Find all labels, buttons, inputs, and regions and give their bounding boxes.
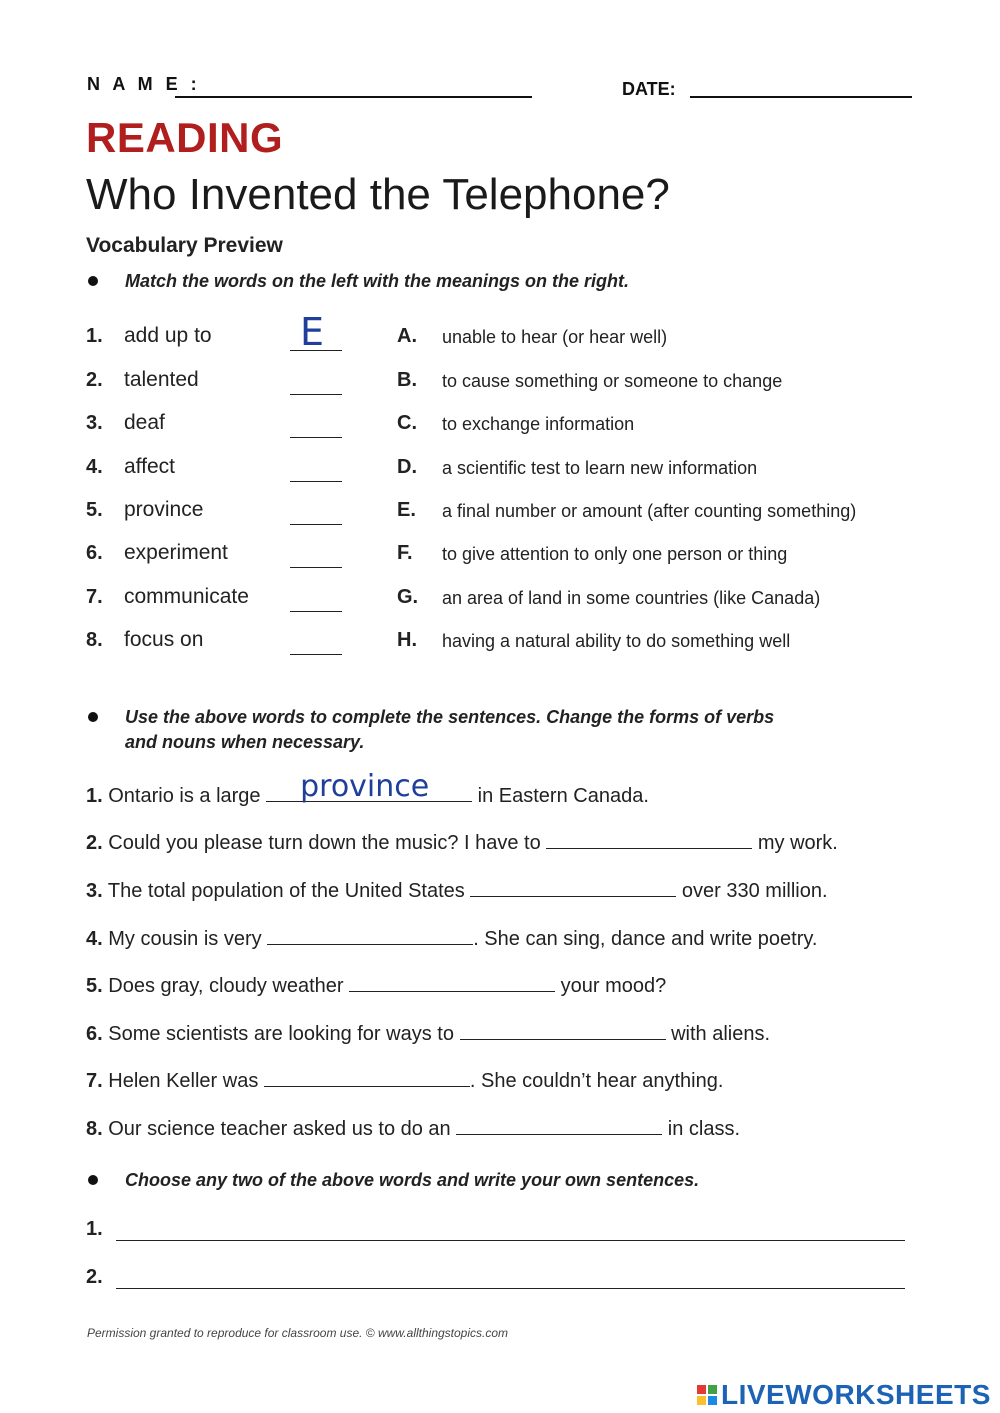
logo-square [708, 1396, 717, 1405]
match-answer-field[interactable] [290, 567, 342, 568]
sentence-after: in Eastern Canada. [472, 785, 649, 807]
sentence-after: in class. [662, 1118, 741, 1140]
sentence-number: 6. [86, 1023, 103, 1045]
own-sentence-number: 1. [86, 1218, 103, 1240]
match-number: 4. [86, 456, 103, 478]
instruction-own: Choose any two of the above words and write your own sentences. [125, 1170, 700, 1190]
logo-text: LIVEWORKSHEETS [721, 1379, 991, 1410]
meaning-letter: A. [397, 325, 417, 347]
sentence-row [86, 769, 649, 808]
match-word: talented [124, 368, 199, 391]
match-number: 7. [86, 586, 103, 608]
match-word: affect [124, 455, 175, 478]
sentence-row [86, 830, 838, 855]
instruction-complete-line2: and nouns when necessary. [125, 732, 365, 752]
date-field[interactable] [690, 96, 912, 98]
meaning-letter: G. [397, 586, 419, 608]
meaning-text: unable to hear (or hear well) [442, 327, 668, 347]
sentence-blank-field[interactable] [264, 1068, 470, 1087]
date-label: DATE: [622, 79, 676, 99]
logo-square [697, 1385, 706, 1394]
name-field[interactable] [175, 96, 532, 98]
logo-square [697, 1396, 706, 1405]
meaning-letter: H. [397, 629, 417, 651]
match-number: 6. [86, 542, 103, 564]
sentence-blank-field[interactable] [266, 769, 472, 804]
match-word: deaf [124, 411, 165, 434]
match-word: focus on [124, 628, 204, 651]
meaning-text: an area of land in some countries (like Canada) [442, 588, 821, 608]
bullet-icon [88, 276, 98, 286]
match-answer-field[interactable] [290, 524, 342, 525]
sentence-answer-handwritten: province [300, 769, 430, 804]
meaning-letter: B. [397, 369, 417, 391]
match-word: communicate [124, 585, 249, 608]
logo-squares-icon [697, 1385, 717, 1405]
meaning-text: having a natural ability to do something well [442, 631, 791, 651]
sentence-row [86, 926, 817, 951]
meaning-letter: C. [397, 412, 417, 434]
instruction-complete-line1: Use the above words to complete the sentences. Change the forms of verbs [125, 707, 775, 727]
sentence-row [86, 1068, 723, 1093]
match-number: 3. [86, 412, 103, 434]
meaning-letter: E. [397, 499, 416, 521]
sentence-blank-field[interactable] [546, 830, 752, 849]
meaning-text: to exchange information [442, 414, 635, 434]
bullet-icon [88, 712, 98, 722]
sentence-before: The total population of the United States [107, 880, 471, 902]
sentence-before: My cousin is very [108, 928, 268, 950]
sentence-before: Helen Keller was [108, 1070, 264, 1092]
sentence-blank-field[interactable] [456, 1116, 662, 1135]
instruction-complete [125, 705, 774, 755]
bullet-icon [88, 1175, 98, 1185]
meaning-letter: D. [397, 456, 417, 478]
sentence-after: your mood? [555, 975, 667, 997]
meaning-letter: F. [397, 542, 413, 564]
sentence-number: 3. [86, 880, 103, 902]
sentence-number: 8. [86, 1118, 103, 1140]
vocab-title: Vocabulary Preview [86, 234, 283, 257]
sentence-before: Ontario is a large [108, 785, 267, 807]
sentence-blank-field[interactable] [470, 878, 676, 897]
sentence-blank-field[interactable] [267, 926, 473, 945]
sentence-row [86, 973, 666, 998]
section-title: READING [86, 114, 284, 161]
sentence-after: my work. [752, 832, 838, 854]
sentence-number: 5. [86, 975, 103, 997]
liveworksheets-logo[interactable] [697, 1378, 991, 1412]
sentence-row [86, 1021, 770, 1046]
sentence-number: 4. [86, 928, 103, 950]
match-answer-field[interactable] [290, 611, 342, 612]
sentence-number: 7. [86, 1070, 103, 1092]
match-word: add up to [124, 324, 212, 347]
sentence-before: Some scientists are looking for ways to [108, 1023, 460, 1045]
sentence-before: Our science teacher asked us to do an [108, 1118, 457, 1140]
own-sentence-field[interactable] [116, 1240, 905, 1241]
meaning-text: a final number or amount (after counting something) [442, 501, 857, 521]
meaning-text: to cause something or someone to change [442, 371, 783, 391]
instruction-match: Match the words on the left with the meanings on the right. [125, 271, 630, 291]
match-word: experiment [124, 541, 228, 564]
sentence-blank-field[interactable] [460, 1021, 666, 1040]
match-answer-field[interactable] [290, 654, 342, 655]
sentence-row [86, 878, 828, 903]
match-answer-field[interactable] [290, 437, 342, 438]
match-answer-field[interactable] [290, 481, 342, 482]
sentence-before: Does gray, cloudy weather [108, 975, 350, 997]
match-answer-handwritten: E [300, 310, 325, 354]
match-number: 1. [86, 325, 103, 347]
name-label: N A M E : [87, 74, 201, 94]
sentence-before: Could you please turn down the music? I have to [108, 832, 547, 854]
sentence-after: with aliens. [665, 1023, 771, 1045]
sentence-after: . She can sing, dance and write poetry. [473, 928, 818, 950]
logo-square [708, 1385, 717, 1394]
match-number: 8. [86, 629, 103, 651]
sentence-row [86, 1116, 740, 1141]
own-sentence-number: 2. [86, 1266, 103, 1288]
sentence-after: over 330 million. [676, 880, 828, 902]
sentence-after: . She couldn’t hear anything. [469, 1070, 724, 1092]
match-number: 5. [86, 499, 103, 521]
sentence-number: 2. [86, 832, 103, 854]
meaning-text: a scientific test to learn new information [442, 458, 758, 478]
sentence-blank-field[interactable] [349, 973, 555, 992]
match-word: province [124, 498, 204, 521]
match-answer-field[interactable] [290, 394, 342, 395]
meaning-text: to give attention to only one person or thing [442, 544, 788, 564]
page-title: Who Invented the Telephone? [86, 170, 670, 219]
own-sentence-field[interactable] [116, 1288, 905, 1289]
footer-permission: Permission granted to reproduce for classroom use. © www.allthingstopics.com [87, 1326, 509, 1340]
match-number: 2. [86, 369, 103, 391]
sentence-number: 1. [86, 785, 103, 807]
